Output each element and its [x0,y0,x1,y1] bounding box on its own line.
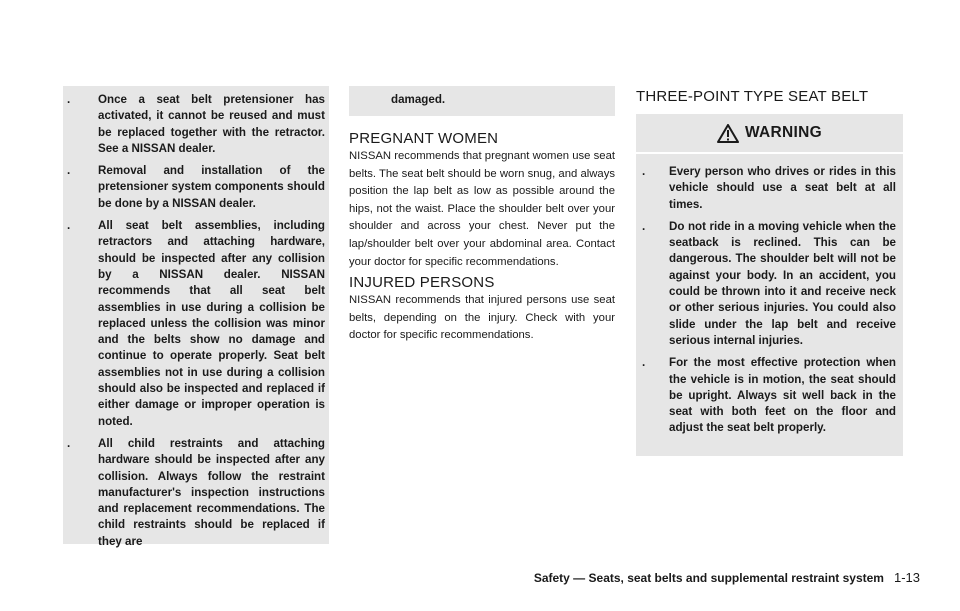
warning-title [636,114,903,152]
list-item: . Every person who drives or rides in this vehicle should use a seat belt at all times. [642,165,896,211]
warning-box [636,114,903,456]
warning-triangle-icon [717,124,739,143]
injured-persons-text: NISSAN recommends that injured persons use seat belts, depending on the injury. Check with your doctor for specific recommendations. [349,294,615,342]
list-item: . Removal and installation of the pretensioner system components should be done by a NISSAN dealer. [67,164,325,210]
list-item: . All child restraints and attaching hardware should be inspected after any collision. Always follow the restraint manufacturer's inspection instructions and replacement recommendations. The child restraints should be replaced if they are [67,436,325,548]
warning-box-continued [63,86,329,548]
injured-persons-heading: INJURED PERSONS [349,274,495,291]
warning-box-tail [349,86,615,116]
page-footer [534,570,920,585]
list-item: . Once a seat belt pretensioner has activated, it cannot be reused and must be replaced together with the retractor. See a NISSAN dealer. [67,93,325,155]
warning-list-col1 [67,92,325,550]
list-item: . For the most effective protection when the vehicle is in motion, the seat should be upright. Always sit well back in the seat with both feet on the floor and adjust the seat belt properly. [642,356,896,435]
warning-list-col3 [636,154,903,437]
page-number: 1-13 [893,570,920,585]
pregnant-women-heading: PREGNANT WOMEN [349,130,499,147]
warning-continued-text: damaged. [391,93,446,106]
footer-section-title: Safety — Seats, seat belts and supplemental restraint system [533,571,884,585]
list-item: . Do not ride in a moving vehicle when the seatback is reclined. This can be dangerous. The shoulder belt will not be against your body. In an accident, you could be thrown into it and receive neck or other serious injuries. You could also slide under the lap belt and receive serious internal injuries. [642,219,896,347]
pregnant-women-text: NISSAN recommends that pregnant women use seat belts. The seat belt should be worn snug, and always position the lap belt as low as possible around the hips, not the waist. Place the shoulder belt over your shoulder and across your chest. Never put the lap/shoulder belt over your abdominal area. Contact your doctor for specific recommendations. [349,150,615,268]
three-point-heading: THREE-POINT TYPE SEAT BELT [636,88,869,105]
warning-label: WARNING [744,124,822,141]
list-item: . All seat belt assemblies, including retractors and attaching hardware, should be inspected after any collision by a NISSAN dealer. NISSAN recommends that all seat belt assemblies in use during a collision be replaced unless the collision was minor and the belts show no damage and continue to operate properly. Seat belt assemblies not in use during a collision should also be inspected and replaced if either damage or improper operation is noted. [67,219,325,428]
